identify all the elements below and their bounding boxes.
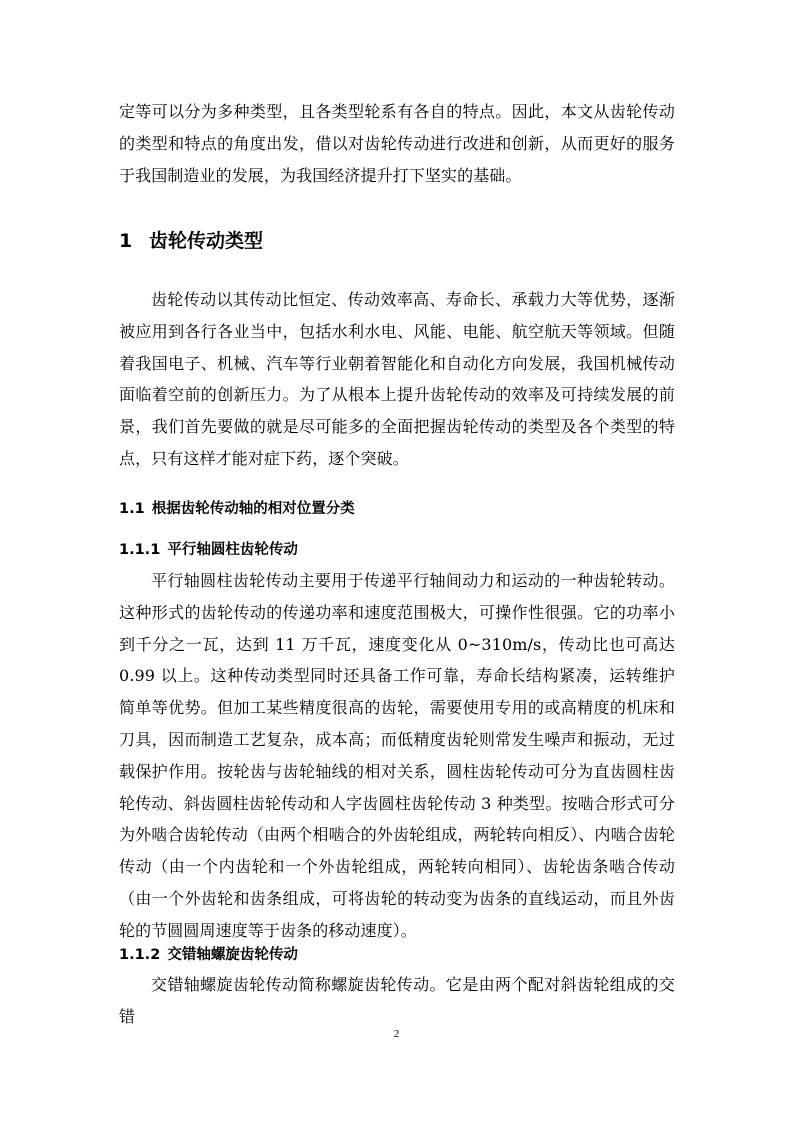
- section-1-1-1-number: 1.1.1: [119, 542, 161, 558]
- intro-paragraph: 定等可以分为多种类型，且各类型轮系有各自的特点。因此，本文从齿轮传动的类型和特点的角度出发，借以对齿轮传动进行改进和创新，从而更好的服务于我国制造业的发展，为我国经济提升打下坚实的基础。: [119, 102, 675, 185]
- section-1-1-title: 根据齿轮传动轴的相对位置分类: [151, 501, 355, 517]
- section-1-1-2-heading: [119, 943, 298, 967]
- section-1-1-2-number: 1.1.2: [119, 947, 161, 963]
- section-1-number: 1: [119, 230, 133, 252]
- section-1-title: 齿轮传动类型: [149, 230, 264, 252]
- section-1-paragraph: 齿轮传动以其传动比恒定、传动效率高、寿命长、承载力大等优势，逐渐被应用到各行各业当中，包括水利水电、风能、电能、航空航天等领域。但随着我国电子、机械、汽车等行业朝着智能化和自动化方向发展，我国机械传动面临着空前的创新压力。为了从根本上提升齿轮传动的效率及可持续发展的前景，我们首先要做的就是尽可能多的全面把握齿轮传动的类型及各个类型的特点，只有这样才能对症下药，逐个突破。: [119, 290, 675, 468]
- section-1-1-1-heading: [119, 538, 298, 562]
- page-number: 2: [393, 1028, 400, 1040]
- section-1-1-2-paragraph: 交错轴螺旋齿轮传动简称螺旋齿轮传动。它是由两个配对斜齿轮组成的交错: [119, 975, 675, 1026]
- section-1-1-1-paragraph: 平行轴圆柱齿轮传动主要用于传递平行轴间动力和运动的一种齿轮转动。这种形式的齿轮传动的传递功率和速度范围极大，可操作性很强。它的功率小到千分之一瓦，达到 11 万千瓦，速度变化从 0~310m/s，传动比也可高达 0.99 以上。这种传动类型同时还具备工作可靠，寿命长结构紧凑，运转维护简单等优势。但加工某些精度很高的齿轮，需要使用专用的或高精度的机床和刀具，因而制造工艺复杂，成本高；而低精度齿轮则常发生噪声和振动，无过载保护作用。按轮齿与齿轮轴线的相对关系，圆柱齿轮传动可分为直齿圆柱齿轮传动、斜齿圆柱齿轮传动和人字齿圆柱齿轮传动 3 种类型。按啮合形式可分为外啮合齿轮传动（由两个相啮合的外齿轮组成，两轮转向相反）、内啮合齿轮传动（由一个内齿轮和一个外齿轮组成，两轮转向相同）、齿轮齿条啮合传动（由一个外齿轮和齿条组成，可将齿轮的转动变为齿条的直线运动，而且外齿轮的节圆圆周速度等于齿条的移动速度）。: [119, 571, 675, 940]
- section-1-1-number: 1.1: [119, 501, 145, 517]
- section-1-heading: [119, 226, 263, 256]
- section-1-1-2-title: 交错轴螺旋齿轮传动: [167, 947, 298, 963]
- section-1-1-1-title: 平行轴圆柱齿轮传动: [167, 542, 298, 558]
- section-1-1-heading: [119, 497, 355, 521]
